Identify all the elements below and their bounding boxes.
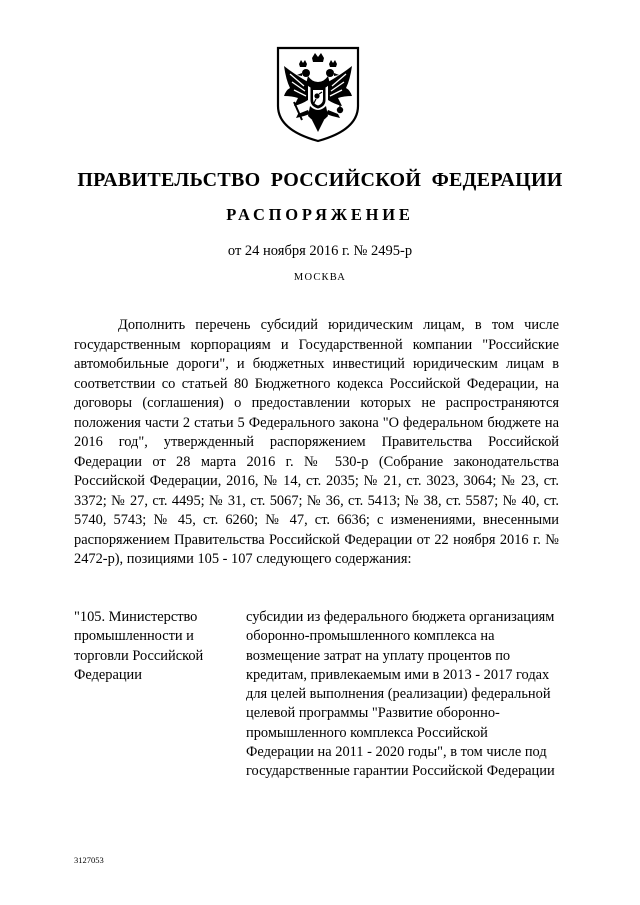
position-105-description: субсидии из федерального бюджета организациям оборонно-промышленного комплекса на возмещение затрат на уплату процентов по кредитам, привлекаемым ими в 2013 - 2017 годах для целей выполнения (реализации) федеральной целевой программы "Развитие оборонно-промышленного комплекса Российской Федерации на 2011 - 2020 годы", в том числе под государственные гарантии Российской Федерации [246,609,555,780]
document-code: 3127053 [74,855,104,865]
position-105-name: "105. Министерство промышленности и торговли Российской Федерации [74,609,204,683]
document-type: РАСПОРЯЖЕНИЕ [226,205,414,224]
main-paragraph: Дополнить перечень субсидий юридическим лицам, в том числе государственным корпорациям и Государственной компании "Российские автомобильные дороги", и бюджетных инвестиций юридическим лицам в соответствии со статьей 80 Бюджетного кодекса Российской Федерации, на договоры (соглашения) о предоставлении которых не распространяются положения части 2 статьи 5 Федерального закона "О федеральном бюджете на 2016 год", утвержденный распоряжением Правительства Российской Федерации от 28 марта 2016 г. № 530-р (Собрание законодательства Российской Федерации, 2016, № 14, ст. 2035; № 21, ст. 3023, 3064; № 23, ст. 3372; № 27, ст. 4495; № 31, ст. 5067; № 36, ст. 5413; № 38, ст. 5587; № 40, ст. 5740, 5743; № 45, ст. 6260; № 47, ст. 6636; с изменениями, внесенными распоряжением Правительства Российской Федерации от 22 ноября 2016 г. № 2472-р), позициями 105 - 107 следующего содержания: [74,317,559,567]
russian-coat-of-arms-icon [272,44,364,144]
document-date-number: от 24 ноября 2016 г. № 2495-р [227,243,413,259]
document-city: МОСКВА [293,272,347,283]
government-title: ПРАВИТЕЛЬСТВО РОССИЙСКОЙ ФЕДЕРАЦИИ [77,169,563,191]
